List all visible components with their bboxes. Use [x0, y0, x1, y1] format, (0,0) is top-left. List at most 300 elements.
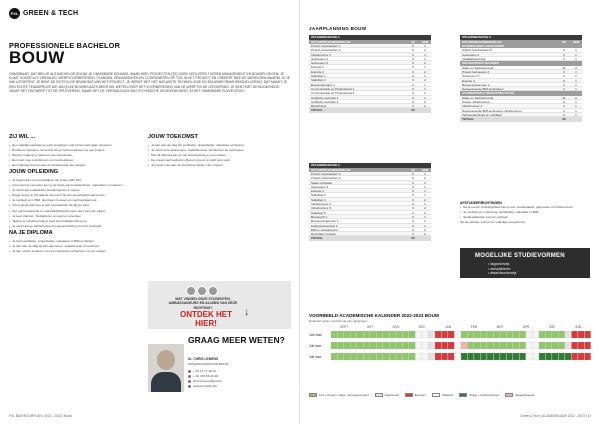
bullet-icon: •	[9, 193, 11, 198]
course-sp: 3	[412, 197, 414, 202]
bullet-text: Je kan verder studeren met een bachelor-na-bachelor of een master.	[12, 248, 107, 253]
calendar-week-cell	[487, 331, 493, 338]
course-sem: 2	[424, 61, 426, 66]
bullet-item	[148, 148, 291, 152]
bullet-icon: •	[9, 248, 11, 253]
course-sem: 2	[424, 180, 426, 185]
pxl-logo: PXL	[9, 8, 20, 19]
calendar-week-cell	[494, 331, 500, 338]
calendar-week-cell	[435, 353, 441, 360]
calendar-week-cell	[546, 353, 552, 360]
month-label: SEPT	[339, 325, 349, 329]
course-sp: 6	[412, 171, 414, 176]
course-name: Project bouwwerken 3	[311, 171, 341, 176]
bullet-item	[9, 163, 139, 167]
phase-header: OPLEIDINGSFASE 1	[309, 35, 431, 40]
calendar-legend	[309, 393, 591, 397]
contact-photo-body	[151, 372, 181, 392]
calendar-week-cell	[331, 342, 337, 349]
calendar-week-cell	[455, 353, 461, 360]
course-sp: 21	[562, 65, 566, 70]
bullet-text: Je werkt aan realistische bouwprojecten in teams.	[12, 188, 81, 193]
calendar-week-cell	[578, 331, 584, 338]
column-header-name: OPLEIDINGSONDERDELEN	[462, 39, 502, 44]
bullet-text: Stage vind je in het laatste semester bij een bouwbedrijf naar keuze.	[12, 193, 106, 198]
calendar-week-cell	[442, 342, 448, 349]
bullet-text: Het vak bouwkunde en vak bedrijfskunde lopen door het hele traject.	[12, 208, 106, 213]
afstudeer-text	[460, 201, 590, 226]
course-sem: 2	[424, 210, 426, 215]
calendar-week-cell	[494, 342, 500, 349]
brand-name: GREEN & TECH	[23, 10, 79, 17]
bullet-text: De vraag naar bachelors Bouw is groot: je vindt snel werk.	[151, 158, 231, 163]
calendar-row-label: 1ste fase	[309, 333, 322, 337]
calendar-week-cell	[338, 353, 344, 360]
calendar-week-cell	[390, 331, 396, 338]
calendar-week-cell	[546, 331, 552, 338]
course-sp: 3	[412, 69, 414, 74]
bullet-item	[9, 188, 139, 192]
calendar-week-cell	[468, 331, 474, 338]
legend-item	[309, 393, 369, 397]
bullet-text: Probleem oplossen, de kennis die je hebt toepassen op een project.	[12, 148, 106, 153]
calendar-week-cell	[364, 353, 370, 360]
bullet-item	[9, 214, 139, 218]
course-sem: 1	[424, 214, 426, 219]
left-column	[9, 132, 139, 254]
calendar-week-cell	[429, 353, 435, 360]
bullet-item	[9, 198, 139, 202]
arrow-down-icon: ↓	[244, 307, 249, 318]
calendar-week-cell	[539, 342, 545, 349]
bullet-text: In het eerste semester leer je de basis van bouwtechniek, materialen en tekenen.	[12, 183, 124, 188]
bullet-text: In het derde jaar kies je een specialisatie die bij jou past.	[12, 203, 90, 208]
planning-title: JAARPLANNING BOUW	[309, 26, 367, 31]
course-sp: 3	[563, 104, 565, 109]
course-sem: 1	[424, 171, 426, 176]
calendar-week-cell	[474, 331, 480, 338]
course-name: Geavanceerde BIM-technieken	[462, 87, 504, 91]
course-name: Stabiliteit 2	[311, 78, 326, 82]
calendar-week-cell	[552, 342, 558, 349]
course-sem: 1	[424, 82, 426, 87]
intro-paragraph: ONMISBAAR, DAT BEN JE ALS BACHELOR BOUW! JE ONMISBARE SCHAKEL WAAR HEEL PROJECTEN (TE) GOED VERLOPEN TUSSEN MANAGEMENT EN BOUWPLOEGEN. JE KLIMT HOGER ALS VERTALEN, WERFVOORBEREIDEN, PLANNEN, ORGANISEREN EN COÖRDINEREN OP TIJD IN HET PROJECT EN CREËERT MEE DE WERELDEN WAARIN JIJ JE VAK UITOEFENT. JE BENT DE ROTS IN DE BRANDING VAN HET PROJECT. JE WERKT MET HET NIEUWSTE TECHNOLOGIE EN BOUWINFORMATIEMODELLERING. DAT MAAKT JE EEN ECHTE TEAMSPELER DIE VAN ELKE BOUWPLAATS MEER WIL WETEN OVER HET VOORBEREIDEN VAN DE WERF EN DE UITVOERING. JE BENT MET DE BOUW BEZIG VANAF HET ONTWERP TOT DE OPLEVERING, MAAR MET DE VERTAALSLAG VAN TECHNISCHE GEGEVENS BENT JIJ HET ONMISBARE PUZZELSTUK!	[9, 72, 290, 93]
banner-subtitle: WAT VINDEN ONZE STUDENTEN, AMBASSADEURS EN ALUMNI VAN DEZE RICHTING?	[168, 297, 238, 310]
calendar-week-cell	[546, 342, 552, 349]
calendar-week-cell	[481, 331, 487, 338]
course-sp: 3	[563, 78, 565, 83]
list-jouw-toekomst	[148, 143, 291, 167]
calendar-week-cell	[474, 353, 480, 360]
bullet-item	[9, 249, 139, 253]
bullet-icon: •	[9, 143, 11, 147]
course-sp: 3	[412, 78, 414, 83]
calendar-week-cell	[520, 353, 526, 360]
course-name: Geavanceerde BIM-technieken infrastructuur	[462, 108, 522, 113]
column-header-sem: SEM	[572, 39, 580, 44]
course-sp: 6	[412, 48, 414, 53]
course-sem: 1	[424, 184, 426, 189]
column-header-sem: SEM	[421, 167, 429, 172]
section-heading-jouw-opleiding: JOUW OPLEIDING	[9, 169, 59, 176]
bullet-text: Een bijdrage leveren aan de bouwwereld van morgen.	[12, 163, 87, 168]
right-page	[300, 0, 600, 424]
footer-left: PXL BACHELORPLAN | 2022 - 2023 | Bouw	[9, 414, 72, 418]
legend-swatch	[505, 393, 513, 397]
calendar-week-cell	[344, 342, 350, 349]
academic-calendar	[309, 323, 591, 391]
bullet-icon: •	[148, 163, 150, 168]
calendar-week-cell	[494, 353, 500, 360]
legend-label: Les + Project, stage, semesterproject	[319, 393, 369, 397]
bullet-item	[9, 244, 139, 248]
legend-label: Vakantie	[441, 393, 454, 397]
course-sp: 3	[412, 223, 414, 228]
bullet-icon: •	[148, 143, 150, 147]
course-sem: 1	[575, 52, 577, 57]
calendar-week-cell	[565, 342, 571, 349]
course-name: Stabiliteit 5	[311, 210, 326, 214]
calendar-week-cell	[396, 331, 402, 338]
course-name: Bouwmanagement 1	[311, 219, 339, 223]
calendar-week-cell	[533, 353, 539, 360]
banner-cta[interactable]: ONTDEK HET HIER!	[180, 310, 232, 328]
course-sem: 2	[424, 197, 426, 202]
calendar-week-cell	[481, 353, 487, 360]
bullet-item	[460, 210, 590, 214]
calendar-week-cell	[552, 353, 558, 360]
course-sp: 3	[412, 65, 414, 70]
calendar-week-cell	[383, 331, 389, 338]
person-icon	[186, 286, 196, 296]
course-name: Project bouwwerken 2	[311, 48, 341, 52]
calendar-week-cell	[565, 331, 571, 338]
calendar-week-cell	[416, 331, 422, 338]
month-label: DEC	[418, 325, 426, 329]
list-jouw-opleiding	[9, 178, 139, 227]
legend-label: Toetsweek	[384, 393, 399, 397]
course-sem: 1	[575, 108, 577, 113]
course-sem: 2	[424, 78, 426, 83]
course-sp: 3	[412, 184, 414, 189]
bullet-text: Studiepakketten kunnen wijzigen.	[463, 215, 510, 220]
calendar-week-cell	[559, 342, 565, 349]
month-label: MEI	[549, 325, 555, 329]
calendar-week-cell	[357, 342, 363, 349]
calendar-week-cell	[396, 353, 402, 360]
course-sp: 3	[412, 104, 414, 109]
table-total	[309, 108, 431, 112]
calendar-week-cell	[344, 331, 350, 338]
course-sp: 3	[412, 56, 414, 61]
course-sem: 2	[424, 69, 426, 74]
month-label: FEB	[470, 325, 478, 329]
course-sem: 1	[424, 95, 426, 100]
course-sem: 1	[424, 193, 426, 198]
footer-right: Green & Tech | ACADEMIEJAAR 2022 - 2023 | 47	[520, 414, 591, 418]
course-name: Gebouwen 4	[462, 52, 480, 56]
bullet-text: Je werkt voor aannemers, studiebureaus, architecten en overheden.	[151, 148, 245, 153]
course-sem: 2	[424, 48, 426, 53]
calendar-week-cell	[526, 353, 532, 360]
course-sp: 3	[563, 74, 565, 79]
contact-mobile[interactable]	[188, 374, 218, 378]
course-sem: 1	[424, 52, 426, 57]
total-sp: 60	[562, 117, 566, 122]
calendar-week-cell	[390, 353, 396, 360]
calendar-week-cell	[500, 331, 506, 338]
course-sem: 2	[424, 219, 426, 224]
section-heading-na-diploma: NA JE DIPLOMA	[9, 229, 53, 236]
calendar-week-cell	[507, 342, 513, 349]
course-name: Stage oriëntatie	[311, 180, 333, 184]
calendar-week-cell	[448, 331, 454, 338]
course-sp: 3	[412, 227, 414, 232]
course-sp: 3	[412, 95, 414, 100]
calendar-week-cell	[507, 353, 513, 360]
calendar-week-cell	[533, 331, 539, 338]
legend-item	[432, 393, 453, 397]
calendar-week-cell	[370, 331, 376, 338]
column-header-sp: SP	[410, 39, 415, 44]
bullet-text: Na je eerste opleidingsfase kies je een studiepakket: gebouwen of infrastructuur.	[463, 205, 574, 210]
calendar-week-cell	[435, 331, 441, 338]
column-header-sp: SP	[410, 167, 415, 172]
afstudeer-heading: AFSTUDEERRICHTINGEN	[460, 201, 502, 205]
course-sp: 3	[563, 52, 565, 57]
bullet-icon: •	[9, 158, 11, 163]
course-name: Communicatie en Professional 1	[311, 86, 355, 91]
calendar-row-label: 3de fase	[309, 355, 322, 359]
studievormen-title: MOGELIJKE STUDIEVORMEN	[475, 253, 565, 259]
calendar-week-cell	[357, 353, 363, 360]
legend-swatch	[432, 393, 440, 397]
course-sem: 1	[424, 43, 426, 48]
total-label: TOTAAL	[462, 117, 474, 122]
table-total	[309, 236, 431, 240]
bullet-text: Je werkt aan je bachelorproef in samenwerking met het werkveld.	[12, 223, 102, 228]
table-total	[460, 117, 582, 121]
calendar-week-cell	[481, 342, 487, 349]
course-sp: 3	[412, 180, 414, 185]
bullet-icon: •	[9, 203, 11, 208]
calendar-week-cell	[468, 342, 474, 349]
studievorm-item: • dagonderwijs	[488, 262, 510, 266]
contact-mobile-text: + 32 476 56 40 20	[193, 374, 219, 378]
calendar-week-cell	[442, 331, 448, 338]
course-name: Bouwrecht 1	[311, 214, 328, 219]
course-sem: 2	[575, 95, 577, 100]
section-heading-jouw-toekomst: JOUW TOEKOMST	[148, 134, 198, 140]
bullet-icon: •	[9, 238, 11, 243]
calendar-week-cell	[351, 353, 357, 360]
bullet-item	[9, 193, 139, 197]
legend-label: Stage + bachelorproef	[469, 393, 499, 397]
course-sem: 1	[575, 78, 577, 83]
calendar-week-cell	[422, 342, 428, 349]
calendar-week-cell	[559, 353, 565, 360]
calendar-week-cell	[383, 353, 389, 360]
student-testimonial-banner[interactable]	[148, 281, 291, 329]
calendar-week-cell	[403, 353, 409, 360]
calendar-week-cell	[331, 331, 337, 338]
calendar-week-cell	[572, 353, 578, 360]
course-sp: 6	[563, 69, 565, 74]
calendar-week-cell	[520, 331, 526, 338]
contact-web[interactable]	[188, 384, 217, 388]
bullet-item	[460, 215, 590, 219]
course-name: Gebouwen 1	[311, 56, 329, 61]
section-heading-zij-wil: ZIJ WIL ...	[9, 134, 36, 140]
legend-swatch	[309, 393, 317, 397]
course-sp: 3	[412, 193, 414, 198]
contact-email[interactable]	[188, 379, 222, 383]
legend-item	[405, 393, 426, 397]
course-sp: 3	[412, 91, 414, 96]
planning-table-phase-2	[309, 163, 431, 241]
bullet-item	[9, 203, 139, 207]
calendar-week-cell	[383, 342, 389, 349]
course-name: Bouwfysica	[311, 104, 327, 108]
calendar-week-cell	[377, 353, 383, 360]
calendar-week-cell	[507, 331, 513, 338]
course-sem: 1	[575, 56, 577, 61]
calendar-week-cell	[572, 331, 578, 338]
planning-table-phase-1	[309, 35, 431, 113]
course-name: BIM en digitalisering	[311, 227, 339, 232]
globe-icon	[188, 385, 191, 388]
course-name: Project bouwwerken 4	[311, 176, 341, 180]
bullet-text: Een werf mee coördineren en mee beslissen.	[12, 158, 75, 163]
studievormen-list	[488, 262, 516, 276]
calendar-week-cell	[429, 342, 435, 349]
course-sp: 3	[563, 82, 565, 87]
course-sem: 2	[424, 176, 426, 181]
total-label: TOTAAL	[311, 236, 323, 241]
column-header-name: OPLEIDINGSONDERDELEN	[311, 39, 351, 44]
legend-item	[505, 393, 535, 397]
calendar-week-cell	[351, 331, 357, 338]
page-title: BOUW	[9, 48, 65, 67]
calendar-week-cell	[533, 342, 539, 349]
course-sem: 2	[424, 232, 426, 237]
calendar-week-cell	[526, 342, 532, 349]
course-sem: 1	[424, 223, 426, 228]
course-name: Gebouwen 2	[311, 61, 329, 65]
bullet-text: Je bouwt mee aan de duurzame steden van morgen.	[151, 163, 224, 168]
bullet-icon: •	[460, 205, 462, 210]
bullet-icon: •	[9, 188, 11, 193]
total-sp: 60	[411, 236, 415, 241]
bullet-icon: •	[9, 243, 11, 248]
calendar-week-cell	[552, 331, 558, 338]
person-icon	[208, 286, 218, 296]
month-label: MRT	[496, 325, 504, 329]
subgroup-header: KEUZEPAKKET BOUWEN	[460, 61, 582, 65]
course-sp: 3	[563, 113, 565, 118]
course-name: Stage en bachelorproef	[462, 65, 494, 69]
bullet-icon: •	[460, 210, 462, 215]
course-name: Grafische techniek 2	[311, 99, 339, 104]
bullet-icon: •	[9, 163, 11, 168]
calendar-week-cell	[455, 331, 461, 338]
phase-header: OPLEIDINGSFASE 3	[460, 35, 582, 40]
bullet-item	[9, 158, 139, 162]
bullet-item	[9, 219, 139, 223]
column-header-sp: SP	[561, 39, 566, 44]
bullet-text: Je verdiept je in planning, werfleiding, calculatie of BIM.	[463, 210, 540, 215]
bullet-text: Je verdiept je in BIM, duurzaam bouwen en werfmanagement.	[12, 198, 98, 203]
legend-swatch	[405, 393, 413, 397]
course-sp: 3	[563, 87, 565, 92]
bullet-text: Je leert plannen, budgetteren en werven opvolgen.	[12, 213, 82, 218]
course-name: Stage en bachelorproef	[462, 95, 494, 100]
calendar-week-cell	[357, 331, 363, 338]
calendar-week-cell	[513, 331, 519, 338]
bullet-item	[148, 153, 291, 157]
bullet-item	[460, 205, 590, 209]
contact-phone[interactable]	[188, 369, 216, 373]
bullet-icon: •	[9, 208, 11, 213]
studievorm-item: • werkplekleren	[488, 266, 511, 271]
calendar-week-cell	[461, 353, 467, 360]
contact-web-text: www.pxl.be/bouw	[193, 384, 217, 388]
total-sp: 60	[411, 108, 415, 113]
course-name: Gebouwen 5	[462, 74, 480, 78]
calendar-week-cell	[448, 353, 454, 360]
course-name: Project bouwwerken 5	[462, 48, 492, 52]
course-name: Stabiliteit 3	[311, 193, 326, 197]
calendar-week-cell	[500, 353, 506, 360]
calendar-week-cell	[585, 331, 591, 338]
bullet-item	[9, 239, 139, 243]
course-name: Communicatie en Professional 2	[311, 91, 355, 95]
page-kicker: PROFESSIONELE BACHELOR	[9, 41, 121, 50]
course-sem: 1	[575, 82, 577, 87]
course-name: Duurzaam bouwen	[311, 232, 337, 236]
contact-name: Dr. CHRIS LEMENS	[188, 357, 219, 361]
course-name: Infrastructuur 2	[311, 202, 332, 206]
total-label: TOTAAL	[311, 108, 323, 113]
calendar-week-cell	[403, 331, 409, 338]
bullet-item	[148, 158, 291, 162]
legend-swatch	[459, 393, 467, 397]
course-sem: 1	[575, 100, 577, 105]
course-sem: 1	[575, 48, 577, 53]
course-name: Energie 3	[311, 189, 324, 193]
course-name: Energie 4	[462, 78, 475, 82]
course-name: Bouwmaterialen 1	[311, 82, 336, 86]
course-sem: 1	[424, 189, 426, 194]
bullet-icon: •	[148, 153, 150, 158]
course-name: Energie 2	[311, 69, 324, 74]
calendar-week-cell	[468, 353, 474, 360]
calendar-week-cell	[344, 353, 350, 360]
bullet-item	[148, 143, 291, 147]
bullet-item	[9, 148, 139, 152]
calendar-week-cell	[435, 342, 441, 349]
calendar-week-cell	[513, 342, 519, 349]
calendar-week-cell	[474, 342, 480, 349]
bullet-text: Met dit diploma kan je ook doorstuderen in een master.	[151, 153, 227, 158]
calendar-week-cell	[338, 331, 344, 338]
course-sem: 2	[424, 206, 426, 211]
total-sem	[419, 236, 431, 240]
course-name: Stabiliteit 1	[311, 74, 326, 78]
bullet-text: Tijdens je opleiding krijg je heel wat praktijkervaring op.	[12, 218, 88, 223]
calendar-title: VOORBEELD ACADEMISCHE KALENDER 2022-2023 BOUW	[309, 313, 440, 318]
legend-label: Integratieweek	[514, 393, 535, 397]
